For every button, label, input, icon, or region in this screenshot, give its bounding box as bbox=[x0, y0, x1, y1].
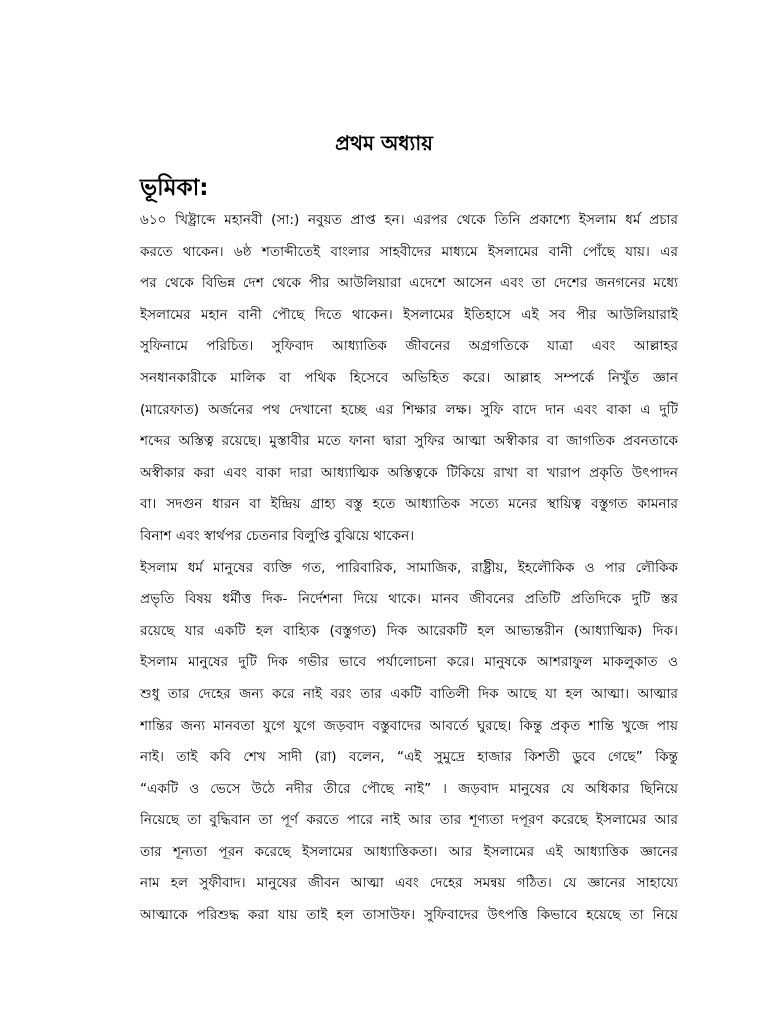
text-line: প্রভৃতি বিষয় ধর্মীত্ত দিক- নির্দেশনা দিয়ে থাকে। মানব জীবনের প্রতিটি প্রতিদিকে দুটি স্তর bbox=[140, 591, 678, 608]
text-line: সনধানকারীকে মালিক বা পথিক হিসেবে অভিহিত করে। আল্লাহ সম্পর্কে নিখুঁত জ্ঞান bbox=[140, 369, 678, 386]
section-heading: ভূমিকা: bbox=[140, 175, 209, 201]
text-line: নিয়েছে তা বুদ্ধিবান তা পূর্ণ করতে পারে নাই আর তার শূণ্যতা দপূরণ করেছে ইসলামের আর bbox=[140, 812, 678, 829]
text-line: বিনাশ এবং স্বার্থপর চেতনার বিলুপ্তি বুঝিয়ে থাকেন। bbox=[140, 527, 415, 544]
text-line: নাই। তাই কবি শেখ সাদী (রা) বলেন, “এই সুমুদ্রে হাজার কিশতী ডুবে গেছে” কিন্তু bbox=[140, 749, 678, 766]
text-line: শুধু তার দেহের জন্য করে নাই বরং তার একটি বাতিলী দিক আছে যা হল আত্মা। আত্মার bbox=[140, 685, 678, 702]
text-line: অস্বীকার করা এবং বাকা দারা আধ্যাত্মিক অস্তিত্বকে টিকিয়ে রাখা বা খারাপ প্রকৃতি উৎপাদন bbox=[140, 464, 678, 481]
text-line: ইসলাম মানুষের দুটি দিক গভীর ভাবে পর্যালোচনা করে। মানুষকে আশরাফুল মাকলুকাত ও bbox=[140, 654, 678, 671]
text-line: (মারেফাত) অর্জনের পথ দেখানো হচ্ছে এর শিক্ষার লক্ষ। সুফি বাদে দান এবং বাকা এ দুটি bbox=[140, 401, 678, 418]
text-line: “একটি ও ভেসে উঠে নদীর তীরে পৌছে নাই” । জড়বাদ মানুষের যে অধিকার ছিনিয়ে bbox=[140, 780, 678, 797]
text-line: তার শূন্যতা পূরন করেছে ইসলামের আধ্যাত্তিকতা। আর ইসলামের এই আধ্যাত্তিক জ্ঞানের bbox=[140, 843, 678, 860]
text-line: ৬১০ খিষ্ট্রাব্দে মহানবী (সা:) নবুয়ত প্রাপ্ত হন। এরপর থেকে তিনি প্রকাশ্যে ইসলাম ধর্ম প্রচার bbox=[140, 212, 678, 228]
text-line: আত্মাকে পরিশুদ্ধ করা যায় তাই হল তাসাউফ। সুফিবাদের উৎপত্তি কিভাবে হয়েছে তা নিয়ে bbox=[140, 907, 678, 924]
text-line: সুফিনামে পরিচিত। সুফিবাদ আধ্যাতিক জীবনের অগ্রগতিকে যাত্রা এবং আল্লাহর bbox=[140, 338, 678, 355]
text-line: পর থেকে বিভিন্ন দেশ থেকে পীর আউলিয়ারা এদেশে আসেন এবং তা দেশের জনগনের মধ্যে bbox=[140, 275, 678, 292]
text-line: শান্তির জন্য মানবতা যুগে যুগে জড়বাদ বস্তুবাদের আবর্তে ঘুরছে। কিন্তু প্রকৃত শান্তি খুজে পায় bbox=[140, 717, 678, 734]
chapter-title: প্রথম অধ্যায় bbox=[335, 131, 433, 155]
text-line: করতে থাকেন। ৬ষ্ঠ শতাব্দীতেই বাংলার সাহবীদের মাধ্যমে ইসলামের বানী পোঁছে যায়। এর bbox=[140, 243, 678, 260]
text-line: বা। সদগুন ধারন বা ইন্দ্রিয় গ্রাহ্য বস্তু হতে আধ্যাতিক সত্যে মনের স্থায়িত্ব বস্তুগত কামনার bbox=[140, 496, 678, 513]
text-line: নাম হল সুফীবাদ। মানুষের জীবন আত্মা এবং দেহের সমন্বয় গঠিত। যে জ্ঞানের সাহায্যে bbox=[140, 875, 678, 892]
text-line: শব্দের অস্তিত্ব রয়েছে। মুস্তাবীর মতে ফানা দ্বারা সুফির আত্মা অস্বীকার বা জাগতিক প্রবনতাকে bbox=[140, 433, 678, 450]
text-line: রয়েছে যার একটি হল বাহ্যিক (বস্তুগত) দিক আরেকটি হল আভ্যন্তরীন (আধ্যাত্মিক) দিক। bbox=[140, 622, 678, 639]
text-line: ইসলামের মহান বানী পৌছে দিতে থাকেন। ইসলামের ইতিহাসে এই সব পীর আউলিয়ারাই bbox=[140, 306, 678, 323]
text-line: ইসলাম ধর্ম মানুষের ব্যক্তি গত, পারিবারিক, সামাজিক, রাষ্ট্রীয়, ইহলৌকিক ও পার লৌকিক bbox=[140, 559, 678, 576]
body-text bbox=[140, 205, 678, 932]
